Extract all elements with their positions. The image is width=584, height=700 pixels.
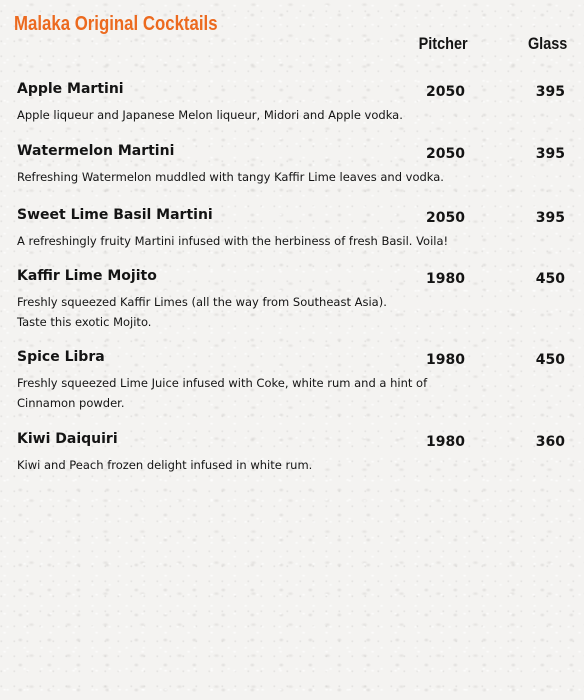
- item-name: Kaffir Lime Mojito: [17, 268, 157, 284]
- item-description: [17, 292, 487, 332]
- pitcher-price: 2050: [426, 146, 465, 162]
- glass-price: 395: [535, 210, 565, 226]
- pitcher-column-header: Pitcher: [419, 34, 468, 53]
- glass-price: 395: [535, 146, 565, 162]
- item-description: [17, 231, 487, 251]
- pitcher-price: 2050: [426, 84, 465, 100]
- glass-price: 360: [535, 434, 565, 450]
- item-name: Watermelon Martini: [17, 143, 175, 159]
- menu-title: Malaka Original Cocktails: [14, 13, 218, 35]
- description-line: Kiwi and Peach frozen delight infused in white rum.: [17, 458, 313, 472]
- item-name: Sweet Lime Basil Martini: [17, 207, 213, 223]
- description-line: Cinnamon powder.: [17, 396, 125, 410]
- description-line: A refreshingly fruity Martini infused with the herbiness of fresh Basil. Voila!: [17, 234, 449, 248]
- glass-column-header: Glass: [527, 34, 567, 53]
- description-line: Refreshing Watermelon muddled with tangy Kaffir Lime leaves and vodka.: [17, 170, 444, 184]
- pitcher-price: 1980: [426, 352, 465, 368]
- pitcher-price: 1980: [426, 434, 465, 450]
- item-name: Apple Martini: [17, 81, 124, 97]
- item-name: Spice Libra: [17, 349, 105, 365]
- description-line: Taste this exotic Mojito.: [17, 315, 152, 329]
- description-line: Freshly squeezed Lime Juice infused with Coke, white rum and a hint of: [17, 376, 428, 390]
- item-description: [17, 105, 487, 125]
- item-description: [17, 455, 487, 475]
- pitcher-price: 2050: [426, 210, 465, 226]
- glass-price: 395: [535, 84, 565, 100]
- description-line: Apple liqueur and Japanese Melon liqueur, Midori and Apple vodka.: [17, 108, 403, 122]
- item-description: [17, 373, 487, 413]
- glass-price: 450: [535, 352, 565, 368]
- item-name: Kiwi Daiquiri: [17, 431, 118, 447]
- pitcher-price: 1980: [426, 271, 465, 287]
- item-description: [17, 167, 487, 187]
- description-line: Freshly squeezed Kaffir Limes (all the way from Southeast Asia).: [17, 295, 387, 309]
- glass-price: 450: [535, 271, 565, 287]
